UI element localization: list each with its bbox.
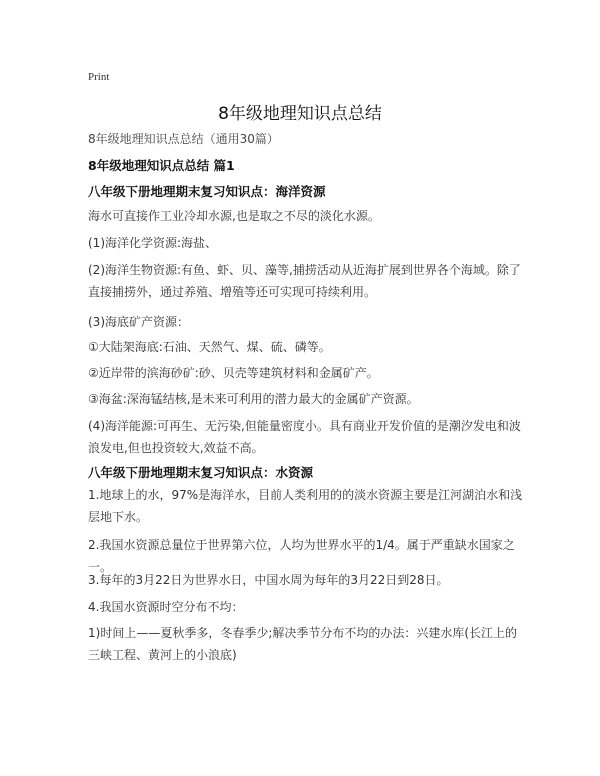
subtitle: 8年级地理知识点总结（通用30篇） <box>88 132 279 146</box>
paragraph-line: (4)海洋能源:可再生、无污染,但能量密度小。具有商业开发价值的是潮汐发电和波 <box>88 419 521 433</box>
page-title: 8年级地理知识点总结 <box>218 104 382 124</box>
paragraph-line: 1)时间上——夏秋季多，冬春季少;解决季节分布不均的办法：兴建水库(长江上的 <box>88 626 518 640</box>
paragraph <box>88 622 517 666</box>
heading-ocean-resources: 八年级下册地理期末复习知识点：海洋资源 <box>88 184 326 199</box>
paragraph-line: 4.我国水资源时空分布不均： <box>88 600 244 614</box>
paragraph-line: 一。 <box>88 560 113 574</box>
paragraph-line: 2.我国水资源总量位于世界第六位，人均为世界水平的1/4。属于严重缺水国家之 <box>88 538 515 552</box>
paragraph <box>88 484 522 528</box>
paragraph <box>88 596 243 618</box>
paragraph <box>88 232 217 254</box>
paragraph <box>88 388 419 410</box>
paragraph-line: 1.地球上的水，97%是海洋水，目前人类利用的的淡水资源主要是江河湖泊水和浅 <box>88 488 523 502</box>
paragraph-line: (3)海底矿产资源： <box>88 315 189 329</box>
paragraph <box>88 362 379 384</box>
paragraph-line: ①大陆架海底:石油、天然气、煤、硫、磷等。 <box>88 340 331 354</box>
paragraph-line: 3.每年的3月22日为世界水日，中国水周为每年的3月22日到28日。 <box>88 573 449 587</box>
print-label: Print <box>88 71 110 83</box>
paragraph-line: ②近岸带的滨海砂矿:砂、贝壳等建筑材料和金属矿产。 <box>88 366 379 380</box>
paragraph <box>88 205 380 227</box>
paragraph-line: ③海盆:深海锰结核,是未来可利用的潜力最大的金属矿产资源。 <box>88 392 419 406</box>
paragraph <box>88 259 521 303</box>
paragraph-line: 海水可直接作工业冷却水源,也是取之不尽的淡化水源。 <box>88 209 380 223</box>
paragraph-line: 直接捕捞外，通过养殖、增殖等还可实现可持续利用。 <box>88 285 377 299</box>
paragraph <box>88 336 331 358</box>
paragraph-line: 三峡工程、黄河上的小浪底) <box>88 648 237 662</box>
paragraph <box>88 311 189 333</box>
paragraph-line: 层地下水。 <box>88 510 149 524</box>
paragraph <box>88 569 449 591</box>
heading-water-resources: 八年级下册地理期末复习知识点：水资源 <box>88 465 314 480</box>
section-title: 8年级地理知识点总结 篇1 <box>88 158 235 173</box>
paragraph-line: 浪发电,但也投资较大,效益不高。 <box>88 441 264 455</box>
paragraph <box>88 415 521 459</box>
paragraph-line: (2)海洋生物资源:有鱼、虾、贝、藻等,捕捞活动从近海扩展到世界各个海域。除了 <box>88 263 521 277</box>
paragraph-line: (1)海洋化学资源:海盐、 <box>88 236 218 250</box>
